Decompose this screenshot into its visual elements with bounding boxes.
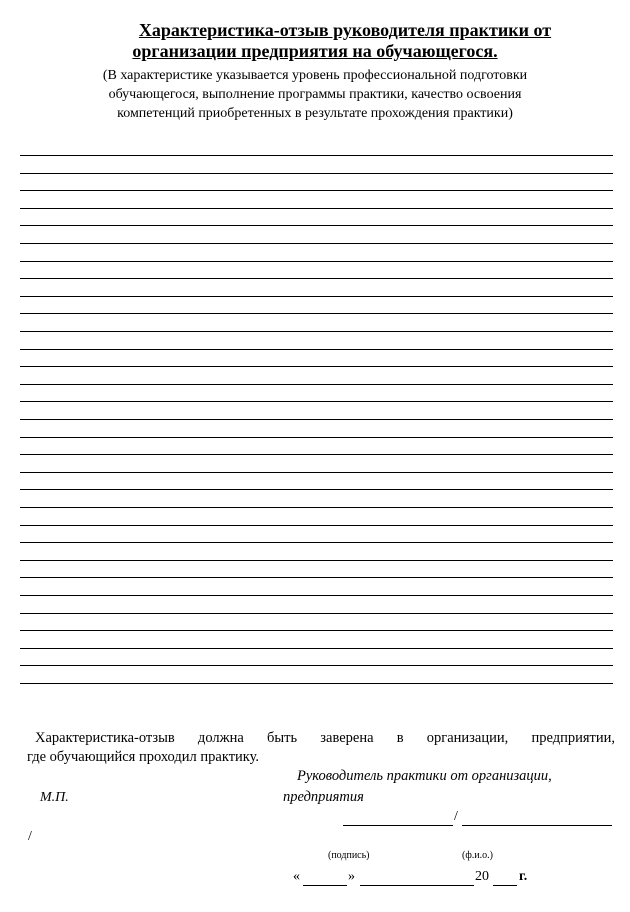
signature-caption: (подпись) [328,850,370,861]
document-title-line1: Характеристика-отзыв руководителя практики от [138,20,552,40]
certification-note-line2: где обучающийся проходил практику. [27,749,260,765]
fio-caption: (ф.и.о.) [462,850,493,861]
writing-line [20,489,613,490]
writing-line [20,173,613,174]
writing-line [20,190,613,191]
writing-line [20,313,613,314]
writing-line [20,401,613,402]
writing-line [20,261,613,262]
instruction-line3: компетенций приобретенных в результате прохождения практики) [117,106,513,121]
writing-line [20,296,613,297]
writing-line [20,472,613,473]
writing-line [20,595,613,596]
supervisor-role-line2: предприятия [283,789,364,805]
date-open-quote: « [293,869,300,884]
writing-line [20,560,613,561]
supervisor-role-line1: Руководитель практики от организации, [297,768,552,784]
date-day-line [303,885,347,886]
writing-line [20,665,613,666]
writing-line [20,577,613,578]
signature-separator: / [454,809,458,824]
writing-line [20,507,613,508]
writing-line [20,349,613,350]
writing-line [20,366,613,367]
stamp-placeholder: М.П. [40,790,69,805]
writing-line [20,542,613,543]
date-year-prefix: 20 [475,869,489,884]
writing-line [20,648,613,649]
date-month-line [360,885,474,886]
date-close-quote: » [348,869,355,884]
writing-line [20,419,613,420]
instruction-line2: обучающегося, выполнение программы практики, качество освоения [108,87,522,102]
writing-line [20,384,613,385]
writing-line [20,525,613,526]
date-year-line [493,885,517,886]
writing-line [20,437,613,438]
certification-note-line1: Характеристика-отзыв должна быть заверена в организации, предприятии, [35,730,615,746]
fio-line [462,825,612,826]
writing-line [20,454,613,455]
signature-line [343,825,453,826]
writing-line [20,155,613,156]
writing-line [20,683,613,684]
date-year-suffix: г. [519,869,528,884]
writing-line [20,613,613,614]
writing-line [20,630,613,631]
writing-line [20,331,613,332]
document-title-line2: организации предприятия на обучающегося. [132,41,498,61]
writing-line [20,243,613,244]
writing-line [20,208,613,209]
left-slash: / [28,829,32,844]
writing-line [20,278,613,279]
writing-line [20,225,613,226]
instruction-line1: (В характеристике указывается уровень профессиональной подготовки [102,68,528,83]
